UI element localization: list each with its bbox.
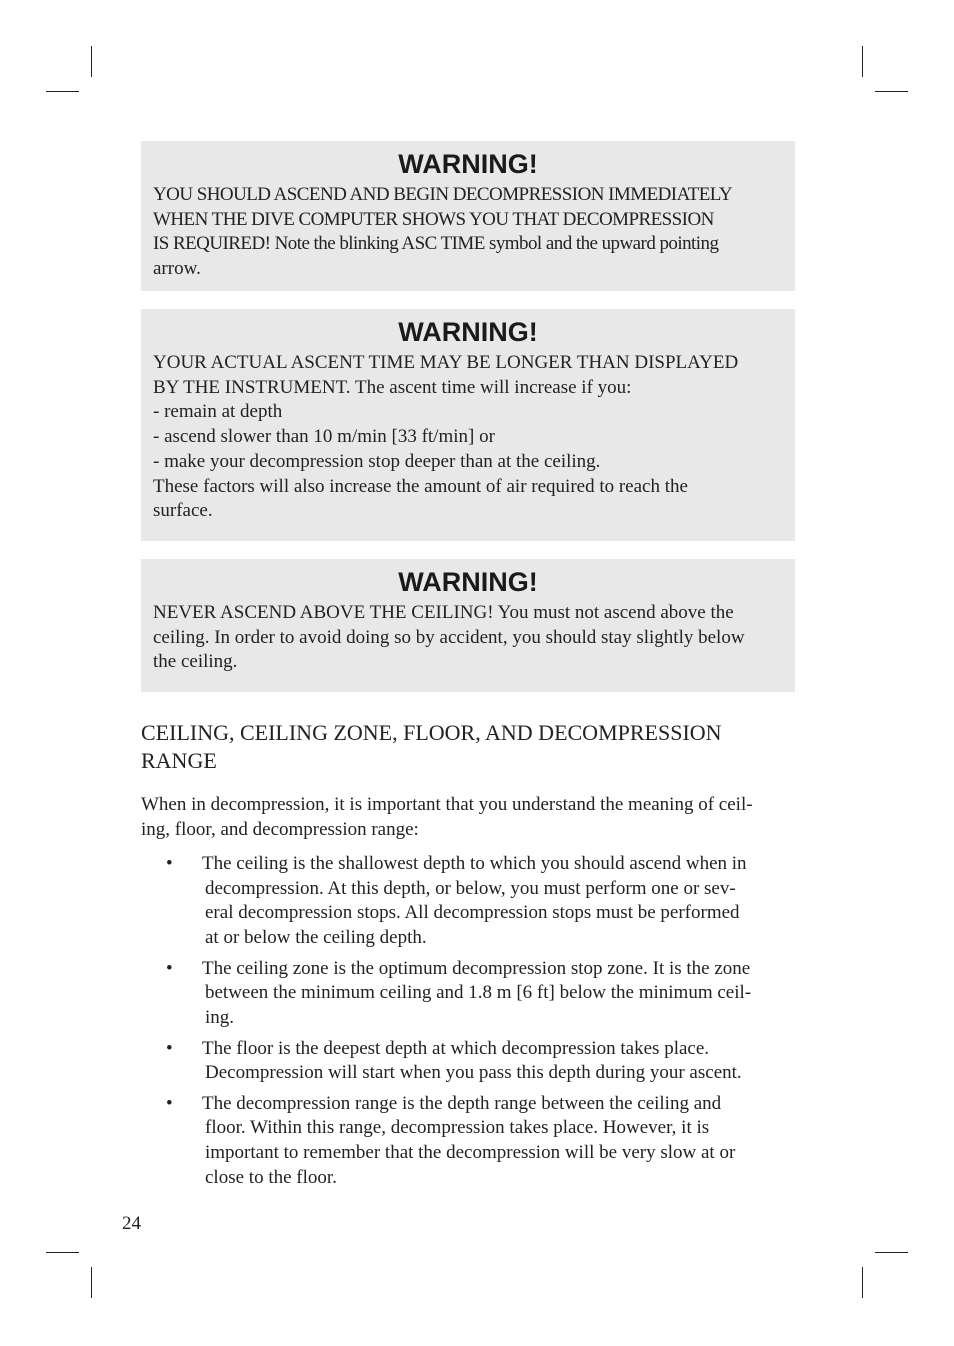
bullet-text-line: close to the floor. bbox=[205, 1166, 337, 1188]
warning-text-line: - remain at depth bbox=[153, 401, 283, 423]
section-heading-line: CEILING, CEILING ZONE, FLOOR, AND DECOMPRESSION bbox=[141, 720, 722, 745]
warning-box-ascent-time bbox=[141, 309, 795, 541]
bullet-text-line: at or below the ceiling depth. bbox=[205, 927, 427, 949]
bullet-text-line: floor. Within this range, decompression takes place. However, it is bbox=[205, 1117, 710, 1139]
warning-text-line: YOUR ACTUAL ASCENT TIME MAY BE LONGER THAN DISPLAYED bbox=[153, 352, 739, 373]
warning-text-line: the ceiling. bbox=[153, 651, 238, 673]
bullet-text-line: eral decompression stops. All decompression stops must be performed bbox=[205, 902, 740, 924]
section-heading bbox=[141, 719, 801, 775]
crop-mark-bottom-right-vertical bbox=[862, 1267, 863, 1298]
list-item-ceiling bbox=[141, 852, 801, 951]
bullet-list bbox=[141, 852, 801, 1196]
warning-text-line: IS REQUIRED! Note the blinking ASC TIME symbol and the upward pointing bbox=[153, 233, 719, 255]
crop-mark-bottom-left-horizontal bbox=[46, 1252, 79, 1253]
warning-text-line: NEVER ASCEND ABOVE THE CEILING! You must not ascend above the bbox=[153, 602, 734, 623]
crop-mark-top-right-horizontal bbox=[875, 91, 908, 92]
warning-text-line: arrow. bbox=[153, 258, 201, 280]
list-item-floor bbox=[141, 1037, 801, 1086]
warning-box-never-ascend-above-ceiling bbox=[141, 559, 795, 692]
bullet-text-line: Decompression will start when you pass this depth during your ascent. bbox=[205, 1062, 742, 1084]
bullet-icon: • bbox=[166, 957, 173, 979]
bullet-text-line: The decompression range is the depth range between the ceiling and bbox=[202, 1092, 722, 1114]
warning-text-line: ceiling. In order to avoid doing so by accident, you should stay slightly below bbox=[153, 626, 745, 648]
intro-paragraph bbox=[141, 793, 801, 842]
bullet-text-line: The floor is the deepest depth at which decompression takes place. bbox=[202, 1037, 710, 1059]
bullet-text-line: The ceiling zone is the optimum decompression stop zone. It is the zone bbox=[202, 957, 751, 979]
warning-text-line: surface. bbox=[153, 500, 213, 522]
warning-text-line: These factors will also increase the amount of air required to reach the bbox=[153, 475, 688, 497]
page-number: 24 bbox=[122, 1213, 141, 1234]
warning-text-line: WHEN THE DIVE COMPUTER SHOWS YOU THAT DECOMPRESSION bbox=[153, 208, 714, 230]
bullet-icon: • bbox=[166, 1037, 173, 1059]
intro-line: When in decompression, it is important that you understand the meaning of ceil- bbox=[141, 794, 753, 815]
warning-text-line: - make your decompression stop deeper than at the ceiling. bbox=[153, 450, 601, 472]
warning-title: WARNING! bbox=[398, 567, 538, 597]
bullet-text-line: important to remember that the decompression will be very slow at or bbox=[205, 1142, 736, 1164]
crop-mark-top-left-horizontal bbox=[46, 91, 79, 92]
crop-mark-top-left-vertical bbox=[91, 46, 92, 77]
bullet-icon: • bbox=[166, 1092, 173, 1114]
list-item-ceiling-zone bbox=[141, 957, 801, 1031]
warning-text-line: YOU SHOULD ASCEND AND BEGIN DECOMPRESSION IMMEDIATELY bbox=[153, 184, 733, 205]
crop-mark-bottom-left-vertical bbox=[91, 1267, 92, 1298]
bullet-icon: • bbox=[166, 853, 173, 874]
crop-mark-bottom-right-horizontal bbox=[875, 1252, 908, 1253]
bullet-text-line: ing. bbox=[205, 1007, 235, 1029]
warning-text-line: BY THE INSTRUMENT. The ascent time will increase if you: bbox=[153, 376, 632, 398]
warning-text-line: - ascend slower than 10 m/min [33 ft/min] or bbox=[153, 426, 495, 448]
warning-title: WARNING! bbox=[398, 149, 538, 179]
intro-line: ing, floor, and decompression range: bbox=[141, 818, 419, 840]
warning-box-ascend-immediately bbox=[141, 141, 795, 291]
crop-mark-top-right-vertical bbox=[862, 46, 863, 77]
section-heading-line: RANGE bbox=[141, 748, 217, 773]
bullet-text-line: The ceiling is the shallowest depth to which you should ascend when in bbox=[202, 853, 747, 874]
bullet-text-line: between the minimum ceiling and 1.8 m [6 ft] below the minimum ceil- bbox=[205, 982, 752, 1004]
warning-title: WARNING! bbox=[398, 317, 538, 347]
bullet-text-line: decompression. At this depth, or below, you must perform one or sev- bbox=[205, 877, 736, 899]
list-item-decompression-range bbox=[141, 1092, 801, 1191]
